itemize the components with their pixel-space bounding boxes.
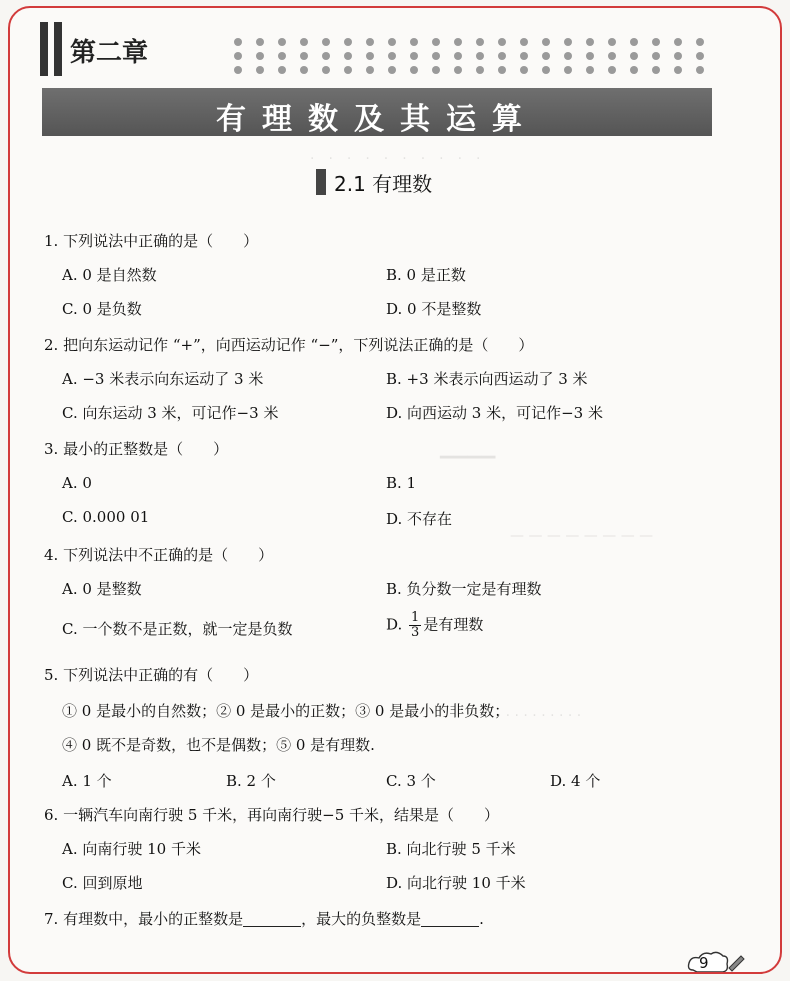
chapter-title: 有理数及其运算 — [216, 102, 538, 137]
question-3-option-c: C. 0.000 01 — [62, 508, 150, 526]
question-3-option-b: B. 1 — [386, 474, 417, 492]
option-d-label: D. — [386, 615, 403, 634]
question-3-option-d: D. 不存在 — [386, 510, 453, 528]
question-2-option-a: A. −3 米表示向东运动了 3 米 — [62, 370, 264, 388]
question-6-option-c: C. 回到原地 — [62, 874, 143, 892]
section-title: 2.1 有理数 — [334, 172, 433, 196]
question-1-stem: 1. 下列说法中正确的是（ ） — [44, 232, 259, 250]
answer-blank[interactable] — [243, 910, 301, 927]
question-5-option-b: B. 2 个 — [226, 772, 276, 790]
decorative-dots — [230, 34, 720, 74]
chapter-accent-bar — [54, 22, 62, 76]
fraction-numerator: 1 — [411, 610, 420, 625]
question-1-option-a: A. 0 是自然数 — [62, 266, 157, 284]
question-2-stem: 2. 把向东运动记作 “+”，向西运动记作 “−”，下列说法正确的是（ ） — [44, 336, 534, 354]
question-5-statement-line1: ① 0 是最小的自然数；② 0 是最小的正数；③ 0 是最小的非负数； — [62, 702, 510, 720]
question-1-option-b: B. 0 是正数 — [386, 266, 466, 284]
question-5-statement-line2: ④ 0 既不是奇数，也不是偶数；⑤ 0 是有理数. — [62, 736, 375, 754]
question-1-option-c: C. 0 是负数 — [62, 300, 142, 318]
chapter-accent-bar — [40, 22, 48, 76]
question-7-text-b: ，最大的负整数是 — [301, 910, 422, 928]
page — [8, 6, 782, 974]
question-5-option-d: D. 4 个 — [550, 772, 601, 790]
question-5-stem: 5. 下列说法中正确的有（ ） — [44, 666, 259, 684]
question-4-option-b: B. 负分数一定是有理数 — [386, 580, 542, 598]
question-3-option-a: A. 0 — [62, 474, 92, 492]
question-6-stem: 6. 一辆汽车向南行驶 5 千米，再向南行驶−5 千米，结果是（ ） — [44, 806, 500, 824]
question-4-option-a: A. 0 是整数 — [62, 580, 142, 598]
page-number-cloud-icon — [685, 948, 745, 974]
option-d-text: 是有理数 — [423, 615, 484, 634]
question-5-option-c: C. 3 个 — [386, 772, 436, 790]
question-6-option-d: D. 向北行驶 10 千米 — [386, 874, 526, 892]
question-2-option-d: D. 向西运动 3 米，可记作−3 米 — [386, 404, 603, 422]
chapter-header — [40, 22, 730, 76]
question-7-stem — [44, 908, 484, 929]
question-2-option-b: B. +3 米表示向西运动了 3 米 — [386, 370, 588, 388]
section-heading — [316, 168, 432, 198]
answer-blank[interactable] — [421, 910, 479, 927]
question-6-option-a: A. 向南行驶 10 千米 — [62, 840, 201, 858]
bleed-through-texture: · · · · · · · · · · ▁▁▁▁ — — — — — — — — · · · · · · · · · · · · · — [310, 151, 654, 724]
question-4-option-c: C. 一个数不是正数，就一定是负数 — [62, 620, 293, 638]
chapter-label: 第二章 — [70, 38, 149, 68]
question-4-option-d — [386, 611, 483, 640]
question-7-text-c: . — [479, 910, 484, 928]
question-6-option-b: B. 向北行驶 5 千米 — [386, 840, 516, 858]
chapter-title-band — [42, 88, 712, 136]
question-1-option-d: D. 0 不是整数 — [386, 300, 482, 318]
question-3-stem: 3. 最小的正整数是（ ） — [44, 440, 229, 458]
section-marker — [316, 169, 326, 195]
question-2-option-c: C. 向东运动 3 米，可记作−3 米 — [62, 404, 279, 422]
page-number: 9 — [699, 954, 709, 972]
question-4-stem: 4. 下列说法中不正确的是（ ） — [44, 546, 274, 564]
fraction-denominator: 3 — [411, 625, 420, 640]
page-number-badge — [685, 948, 745, 974]
question-5-option-a: A. 1 个 — [62, 772, 112, 790]
fraction-one-third — [409, 611, 421, 640]
question-7-text-a: 7. 有理数中，最小的正整数是 — [44, 910, 244, 928]
